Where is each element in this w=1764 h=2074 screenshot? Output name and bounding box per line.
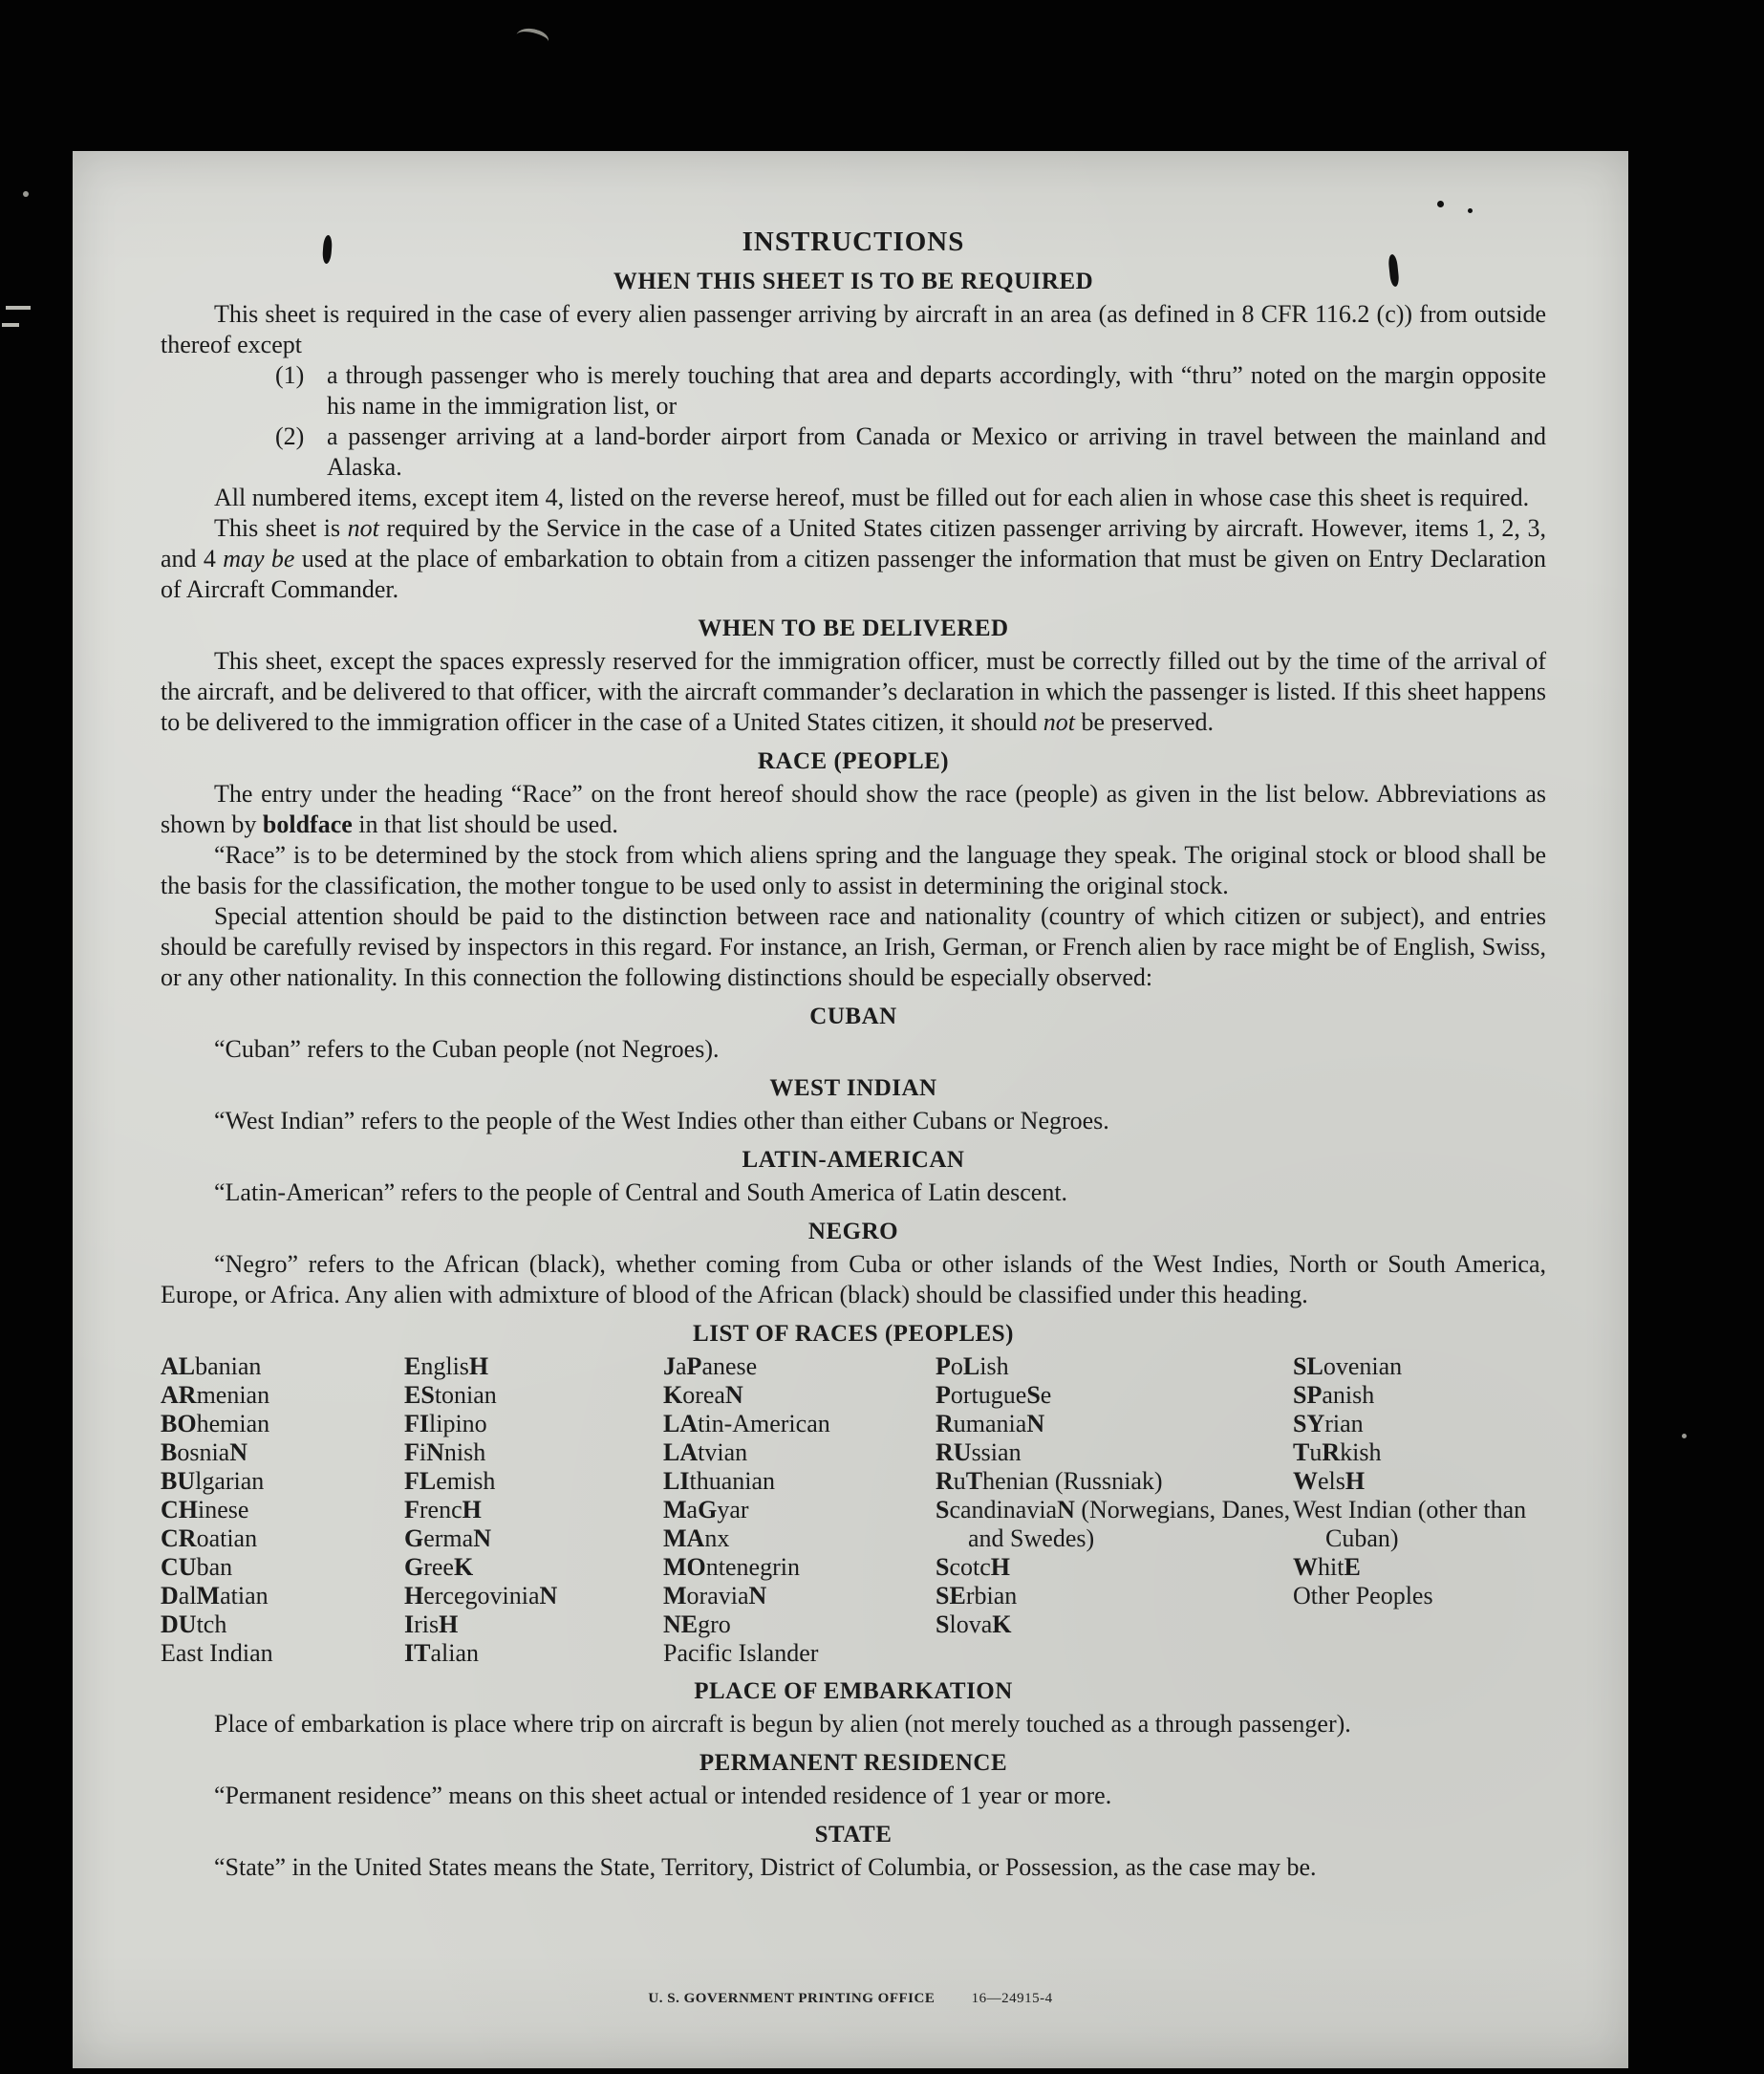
- race-item: CHinese: [161, 1496, 249, 1523]
- scan-artifact: [6, 306, 31, 310]
- heading-when-delivered: WHEN TO BE DELIVERED: [698, 616, 1009, 641]
- race-item: WhitE: [1293, 1553, 1361, 1581]
- race-item: LIthuanian: [663, 1467, 775, 1495]
- race-item: CRoatian: [161, 1524, 258, 1552]
- race-item: GermaN: [404, 1524, 491, 1552]
- race-item: IrisH: [404, 1610, 459, 1638]
- race-item: EStonian: [404, 1381, 497, 1409]
- item-number: (1): [275, 361, 305, 389]
- paragraph-not-required: This sheet is not required by the Service in the case of a United States citizen passenger arriving by aircraft. However, items 1, 2, 3, and 4 may be used at the place of embarkation to obtain from a citizen passenger the information that must be given on Entry Declaration of Aircraft Commander.: [161, 514, 1546, 603]
- item-number: (2): [275, 422, 305, 450]
- race-item: MaGyar: [663, 1496, 749, 1523]
- form-code: 16—24915-4: [971, 1991, 1053, 2006]
- race-item: FrencH: [404, 1496, 482, 1523]
- ink-mark: [1437, 201, 1444, 207]
- race-item: LAtin-American: [663, 1410, 830, 1437]
- heading-latin-american: LATIN-AMERICAN: [742, 1147, 965, 1173]
- race-item: BosniaN: [161, 1438, 248, 1466]
- ink-mark: [1468, 208, 1473, 213]
- paragraph-negro: “Negro” refers to the African (black), whether coming from Cuba or other islands of the West Indies, North or South America, Europe, or Africa. Any alien with admixture of blood of the African (black) should be classified under this heading.: [161, 1250, 1546, 1308]
- race-item: WelsH: [1293, 1467, 1366, 1495]
- race-item: ITalian: [404, 1639, 479, 1667]
- race-column: [161, 1352, 404, 1668]
- numbered-item-1: [275, 360, 1546, 421]
- item-text: a passenger arriving at a land-border airport from Canada or Mexico or arriving in travel between the mainland and Alaska.: [327, 422, 1546, 481]
- race-item: EnglisH: [404, 1352, 489, 1380]
- race-item: ScotcH: [936, 1553, 1011, 1581]
- race-item: PortugueSe: [936, 1381, 1052, 1409]
- paragraph-delivered: This sheet, except the spaces expressly reserved for the immigration officer, must be correctly filled out by the time of the arrival of the aircraft, and be delivered to that officer, with the aircraft commander’s declaration in which the passenger is listed. If this sheet happens to be delivered to the immigration officer in the case of a United States citizen, it should not be preserved.: [161, 647, 1546, 736]
- race-item: SlovaK: [936, 1610, 1012, 1638]
- scan-artifact: [2, 323, 19, 327]
- paragraph-state: “State” in the United States means the State, Territory, District of Columbia, or Possession, as the case may be.: [214, 1853, 1317, 1881]
- race-item: East Indian: [161, 1639, 273, 1667]
- heading-when-required: WHEN THIS SHEET IS TO BE REQUIRED: [613, 269, 1094, 294]
- heading-negro: NEGRO: [807, 1219, 899, 1244]
- paragraph-embarkation: Place of embarkation is place where trip on aircraft is begun by alien (not merely touched as a through passenger).: [214, 1710, 1351, 1738]
- heading-list-of-races: LIST OF RACES (PEOPLES): [693, 1321, 1014, 1347]
- race-item: SYrian: [1293, 1410, 1364, 1437]
- race-item: SErbian: [936, 1582, 1018, 1610]
- race-item: FLemish: [404, 1467, 496, 1495]
- race-item: ARmenian: [161, 1381, 270, 1409]
- race-item: FiNnish: [404, 1438, 486, 1466]
- race-item: FIlipino: [404, 1410, 487, 1437]
- scan-artifact: [23, 191, 29, 197]
- race-item: PoLish: [936, 1352, 1009, 1380]
- race-item: GreeK: [404, 1553, 474, 1581]
- footer: [73, 1991, 1628, 2007]
- heading-state: STATE: [814, 1822, 893, 1847]
- paragraph-race-determined: “Race” is to be determined by the stock from which aliens spring and the language they speak. The original stock or blood shall be the basis for the classification, the mother tongue to be used only to assist in determining the original stock.: [161, 841, 1546, 899]
- paragraph-numbered-items: All numbered items, except item 4, listed on the reverse hereof, must be filled out for each alien in whose case this sheet is required.: [214, 484, 1530, 511]
- paragraph-race-nationality: Special attention should be paid to the distinction between race and nationality (country of which citizen or subject), and entries should be carefully revised by inspectors in this regard. For instance, an Irish, German, or French alien by race might be of English, Swiss, or any other nationality. In this connection the following distinctions should be especially observed:: [161, 902, 1546, 991]
- race-item: ScandinaviaN (Norwegians, Danes, and Swedes): [936, 1496, 1291, 1552]
- printing-office-imprint: U. S. GOVERNMENT PRINTING OFFICE: [648, 1991, 936, 2006]
- race-list: [161, 1352, 1546, 1668]
- race-item: KoreaN: [663, 1381, 743, 1409]
- race-item: DalMatian: [161, 1582, 269, 1610]
- scan-artifact: [1682, 1434, 1687, 1438]
- paragraph-required-intro: This sheet is required in the case of every alien passenger arriving by aircraft in an area (as defined in 8 CFR 116.2 (c)) from outside thereof except: [161, 300, 1546, 358]
- race-item: MoraviaN: [663, 1582, 767, 1610]
- heading-west-indian: WEST INDIAN: [769, 1075, 937, 1101]
- race-item: MAnx: [663, 1524, 730, 1552]
- race-item: Other Peoples: [1293, 1582, 1433, 1610]
- heading-place-of-embarkation: PLACE OF EMBARKATION: [694, 1678, 1013, 1704]
- race-item: Pacific Islander: [663, 1639, 819, 1667]
- heading-race-people: RACE (PEOPLE): [757, 748, 950, 774]
- heading-permanent-residence: PERMANENT RESIDENCE: [699, 1750, 1008, 1776]
- race-item: RUssian: [936, 1438, 1022, 1466]
- race-item: West Indian (other than Cuban): [1293, 1496, 1527, 1552]
- heading-cuban: CUBAN: [809, 1004, 897, 1029]
- document-content: [161, 226, 1546, 1883]
- scan-artifact: [514, 24, 551, 53]
- numbered-item-2: [275, 421, 1546, 483]
- race-item: RumaniaN: [936, 1410, 1045, 1437]
- race-item: MOntenegrin: [663, 1553, 800, 1581]
- race-column: [663, 1352, 936, 1668]
- page-title: INSTRUCTIONS: [742, 227, 965, 257]
- paragraph-residence: “Permanent residence” means on this sheet actual or intended residence of 1 year or more.: [214, 1782, 1112, 1809]
- paragraph-latin-american: “Latin-American” refers to the people of Central and South America of Latin descent.: [214, 1178, 1068, 1206]
- race-column: [936, 1352, 1293, 1668]
- paragraph-race-entry: The entry under the heading “Race” on the front hereof should show the race (people) as given in the list below. Abbreviations as shown by boldface in that list should be used.: [161, 780, 1546, 838]
- paragraph-west-indian: “West Indian” refers to the people of the West Indies other than either Cubans or Negroes.: [214, 1107, 1109, 1134]
- race-item: DUtch: [161, 1610, 227, 1638]
- race-item: ALbanian: [161, 1352, 262, 1380]
- race-item: SPanish: [1293, 1381, 1375, 1409]
- race-item: RuThenian (Russniak): [936, 1467, 1163, 1495]
- race-item: TuRkish: [1293, 1438, 1382, 1466]
- race-column: [404, 1352, 663, 1668]
- race-item: JaPanese: [663, 1352, 758, 1380]
- paragraph-cuban: “Cuban” refers to the Cuban people (not Negroes).: [214, 1035, 720, 1063]
- race-item: LAtvian: [663, 1438, 748, 1466]
- race-item: HercegoviniaN: [404, 1582, 558, 1610]
- item-text: a through passenger who is merely touching that area and departs accordingly, with “thru” noted on the margin opposite his name in the immigration list, or: [327, 361, 1546, 420]
- race-item: BOhemian: [161, 1410, 270, 1437]
- race-item: BUlgarian: [161, 1467, 265, 1495]
- race-item: CUban: [161, 1553, 233, 1581]
- race-item: SLovenian: [1293, 1352, 1403, 1380]
- document-page: [73, 151, 1628, 2068]
- race-item: NEgro: [663, 1610, 731, 1638]
- race-column: [1293, 1352, 1546, 1668]
